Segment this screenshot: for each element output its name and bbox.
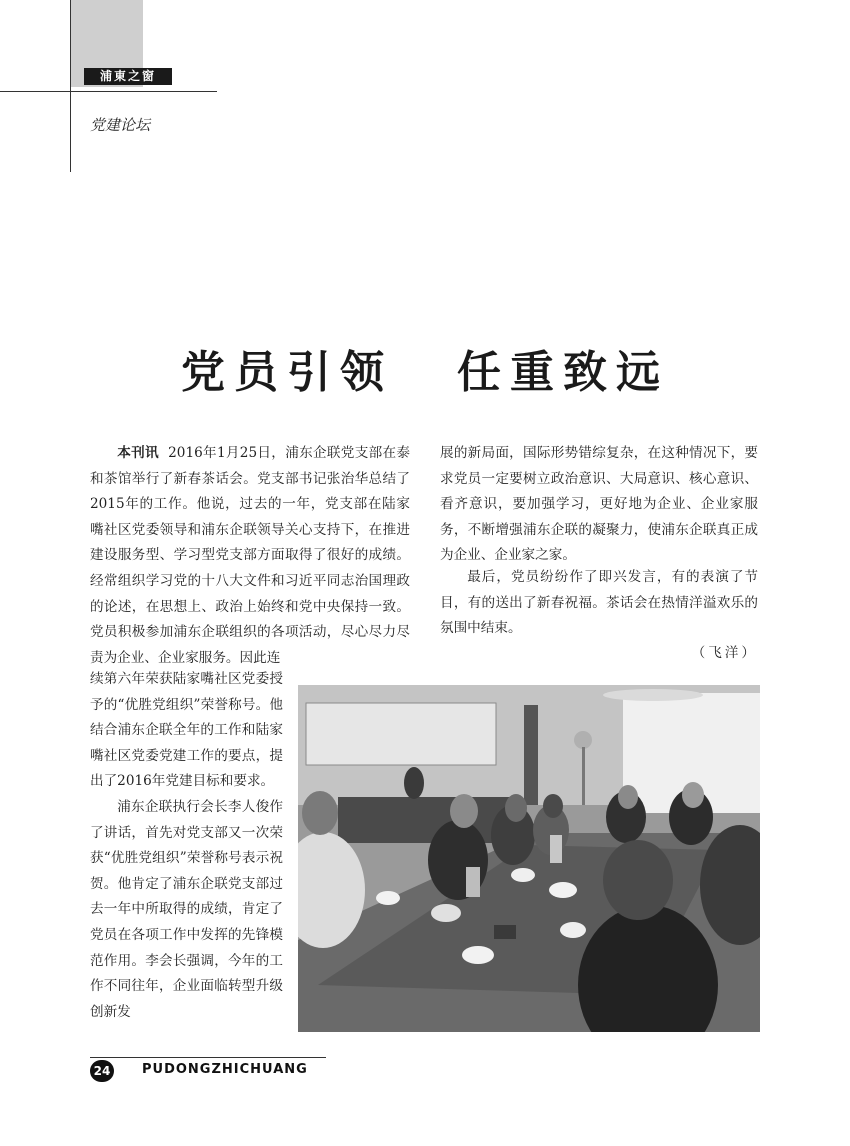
lead-label: 本刊讯 xyxy=(117,445,159,461)
page-number: 24 xyxy=(90,1060,114,1082)
header-horizontal-rule xyxy=(0,91,217,92)
author-credit: （飞洋） xyxy=(691,645,758,661)
body-col2-para1: 展的新局面，国际形势错综复杂，在这种情况下，要求党员一定要树立政治意识、大局意识、核心意识、看齐意识，要加强学习，更好地为企业、企业家服务，不断增强浦东企联的凝聚力，使浦东企联真正成为企业、企业家之家。 xyxy=(440,445,758,564)
title-part-1: 党员引领 xyxy=(181,347,393,398)
body-col2-para2: 最后，党员纷纷作了即兴发言，有的表演了节目，有的送出了新春祝福。茶话会在热情洋溢欢乐的氛围中结束。 xyxy=(440,569,758,637)
section-label: 党建论坛 xyxy=(90,116,151,134)
title-part-2: 任重致远 xyxy=(457,347,669,398)
body-col1-para1 xyxy=(90,441,410,671)
article-title xyxy=(0,336,850,400)
magazine-logo: 浦東之窗 xyxy=(84,68,172,85)
meeting-photo xyxy=(298,685,760,1032)
magazine-name: PUDONGZHICHUANG xyxy=(142,1062,308,1077)
body-col1-para1-text: 2016年1月25日，浦东企联党支部在泰和茶馆举行了新春茶话会。党支部书记张治华总结了2015年的工作。他说，过去的一年，党支部在陆家嘴社区党委领导和浦东企联领导关心支持下，在推进建设服务型、学习型党支部方面取得了很好的成绩。经常组织学习党的十八大文件和习近平同志治国理政的论述，在思想上、政治上始终和党中央保持一致。党员积极参加浦东企联组织的各项活动，尽心尽力尽责为企业、企业家服务。因此连 xyxy=(90,445,410,666)
footer-rule xyxy=(90,1057,326,1058)
body-col1-para1-cont: 续第六年荣获陆家嘴社区党委授予的“优胜党组织”荣誉称号。他结合浦东企联全年的工作和陆家嘴社区党委党建工作的要点，提出了2016年党建目标和要求。 xyxy=(90,671,283,790)
header-vertical-rule xyxy=(70,0,71,172)
body-col1-para2: 浦东企联执行会长李人俊作了讲话，首先对党支部又一次荣获“优胜党组织”荣誉称号表示祝贺。他肯定了浦东企联党支部过去一年中所取得的成绩，肯定了党员在各项工作中发挥的先锋模范作用。李会长强调，今年的工作不同往年，企业面临转型升级创新发 xyxy=(90,799,283,1020)
